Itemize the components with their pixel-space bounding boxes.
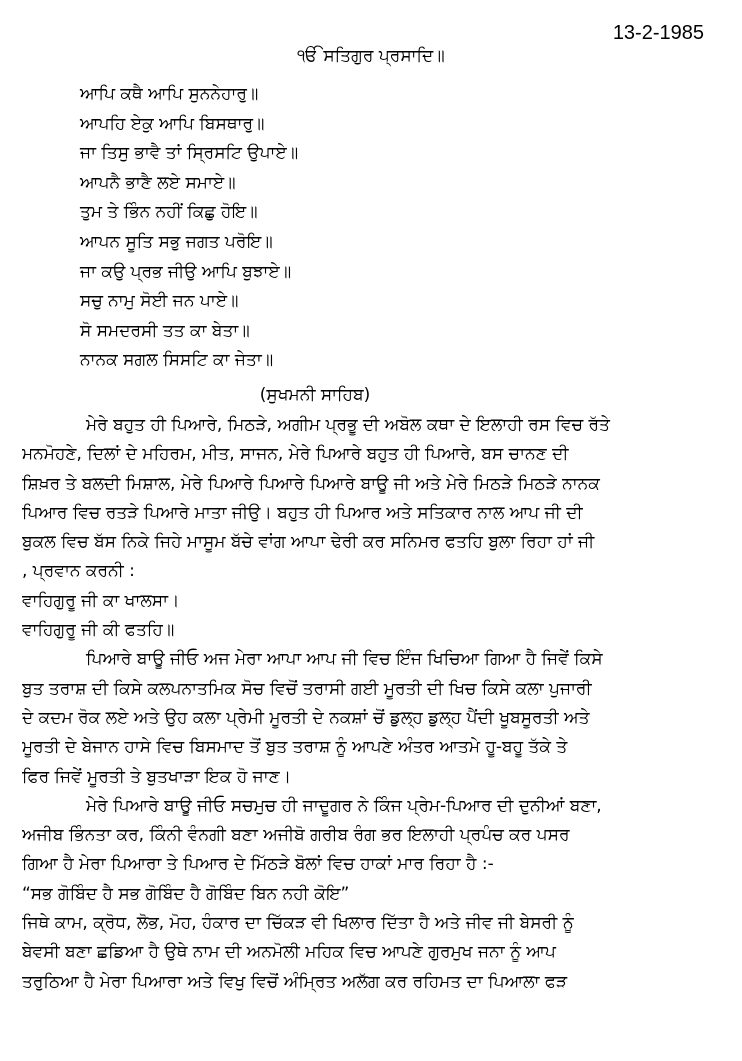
prose-line: ਗਿਆ ਹੈ ਮੇਰਾ ਪਿਆਰਾ ਤੇ ਪਿਆਰ ਦੇ ਮਿੱਠੜੇ ਬੋਲਾਂ ਵਿਚ ਹਾਕਾਂ ਮਾਰ ਰਿਹਾ ਹੈ :- xyxy=(22,854,494,875)
prose-line: ਬੇਵਸੀ ਬਣਾ ਛਡਿਆ ਹੈ ਉਥੇ ਨਾਮ ਦੀ ਅਨਮੋਲੀ ਮਹਿਕ ਵਿਚ ਆਪਣੇ ਗੁਰਮੁਖ ਜਨਾ ਨੂੰ ਆਪ xyxy=(22,942,556,963)
prose-line: ਅਜੀਬ ਭਿੰਨਤਾ ਕਰ, ਕਿੰਨੀ ਵੰਨਗੀ ਬਣਾ ਅਜੀਬੋ ਗਰੀਬ ਰੰਗ ਭਰ ਇਲਾਹੀ ਪ੍ਰਪੰਚ ਕਰ ਪਸਰ xyxy=(22,825,570,846)
letter-body xyxy=(22,411,718,997)
verse-line: ਆਪਹਿ ਏਕੁ ਆਪਿ ਬਿਸਥਾਰੁ॥ xyxy=(80,113,265,134)
prose-line: ਤਰੁਠਿਆ ਹੈ ਮੇਰਾ ਪਿਆਰਾ ਅਤੇ ਵਿਖੁ ਵਿਚੋਂ ਅੰਮ੍ਰਿਤ ਅਲੱਗ ਕਰ ਰਹਿਮਤ ਦਾ ਪਿਆਲਾ ਫੜ xyxy=(22,971,568,992)
prose-line: ਜਿਥੇ ਕਾਮ, ਕ੍ਰੋਧ, ਲੋਭ, ਮੋਹ, ਹੰਕਾਰ ਦਾ ਚਿੱਕੜ ਵੀ ਖਿਲਾਰ ਦਿੱਤਾ ਹੈ ਅਤੇ ਜੀਵ ਜੀ ਬੇਸਰੀ ਨੂੰ xyxy=(22,913,574,934)
prose-line: ਸ਼ਿਖ਼ਰ ਤੇ ਬਲਦੀ ਮਿਸ਼ਾਲ, ਮੇਰੇ ਪਿਆਰੇ ਪਿਆਰੇ ਪਿਆਰੇ ਬਾਊ ਜੀ ਅਤੇ ਮੇਰੇ ਮਿਠੜੇ ਮਿਠੜੇ ਨਾਨਕ xyxy=(22,473,600,494)
verse-line: ਨਾਨਕ ਸਗਲ ਸਿਸਟਿ ਕਾ ਜੇਤਾ॥ xyxy=(80,350,274,371)
greeting-line: ਵਾਹਿਗੁਰੂ ਜੀ ਕਾ ਖਾਲਸਾ। xyxy=(22,590,180,611)
prose-line: ਪਿਆਰੇ ਬਾਊ ਜੀਓ ਅਜ ਮੇਰਾ ਆਪਾ ਆਪ ਜੀ ਵਿਚ ਇੰਜ ਖਿਚਿਆ ਗਿਆ ਹੈ ਜਿਵੇਂ ਕਿਸੇ xyxy=(86,649,603,670)
verse-source: (ਸੁਖਮਨੀ ਸਾਹਿਬ) xyxy=(259,385,371,405)
verse-line: ਜਾ ਕਉ ਪ੍ਰਭ ਜੀਉ ਆਪਿ ਬੁਝਾਏ॥ xyxy=(80,261,292,282)
quote-line: “ਸਭ ਗੋਬਿੰਦ ਹੈ ਸਭ ਗੋਬਿੰਦ ਹੈ ਗੋਬਿੰਦ ਬਿਨ ਨਹੀ ਕੋਇ” xyxy=(22,883,350,904)
verse-line: ਸਚੁ ਨਾਮੁ ਸੋਈ ਜਨ ਪਾਏ॥ xyxy=(80,291,239,312)
prose-line: ਮੇਰੇ ਬਹੁਤ ਹੀ ਪਿਆਰੇ, ਮਿਠੜੇ, ਅਗੀਮ ਪ੍ਰਭੂ ਦੀ ਅਬੋਲ ਕਥਾ ਦੇ ਇਲਾਹੀ ਰਸ ਵਿਚ ਰੱਤੇ xyxy=(86,415,610,435)
prose-line: ਮੂਰਤੀ ਦੇ ਬੇਜਾਨ ਹਾਸੇ ਵਿਚ ਬਿਸਮਾਦ ਤੋਂ ਬੁਤ ਤਰਾਸ਼ ਨੂੰ ਆਪਣੇ ਅੰਤਰ ਆਤਮੇ ਹੂ-ਬਹੂ ਤੱਕੇ ਤੇ xyxy=(22,737,568,758)
prose-line: ਫਿਰ ਜਿਵੇਂ ਮੂਰਤੀ ਤੇ ਬੁਤਖਾੜਾ ਇਕ ਹੋ ਜਾਣ। xyxy=(22,766,292,787)
verse-line: ਜਾ ਤਿਸੁ ਭਾਵੈ ਤਾਂ ਸ੍ਰਿਸਟਿ ਉਪਾਏ॥ xyxy=(80,143,299,164)
prose-line: , ਪ੍ਰਵਾਨ ਕਰਨੀ : xyxy=(22,561,135,582)
greeting-line: ਵਾਹਿਗੁਰੂ ਜੀ ਕੀ ਫਤਹਿ॥ xyxy=(22,620,175,641)
prose-line: ਦੇ ਕਦਮ ਰੋਕ ਲਏ ਅਤੇ ਉਹ ਕਲਾ ਪ੍ਰੇਮੀ ਮੂਰਤੀ ਦੇ ਨਕਸ਼ਾਂ ਚੋਂ ਡੁਲ੍ਹ ਡੁਲ੍ਹ ਪੈਂਦੀ ਖੂਬਸੂਰਤੀ ਅਤੇ xyxy=(22,707,590,728)
verse-line: ਤੁਮ ਤੇ ਭਿੰਨ ਨਹੀਂ ਕਿਛੁ ਹੋਇ॥ xyxy=(80,202,258,223)
prose-line: ਬੁਕਲ ਵਿਚ ਬੱਸ ਨਿਕੇ ਜਿਹੇ ਮਾਸੂਮ ਬੱਚੇ ਵਾਂਗ ਆਪਾ ਢੇਰੀ ਕਰ ਸਨਿਮਰ ਫਤਹਿ ਬੁਲਾ ਰਿਹਾ ਹਾਂ ਜੀ xyxy=(22,532,595,553)
verse-line: ਆਪਿ ਕਥੈ ਆਪਿ ਸੁਨਨੇਹਾਰੁ॥ xyxy=(80,84,259,104)
verse-line: ਸੋ ਸਮਦਰਸੀ ਤਤ ਕਾ ਬੇਤਾ॥ xyxy=(80,320,250,341)
verse-line: ਆਪਨ ਸੂਤਿ ਸਭੁ ਜਗਤ ਪਰੋਇ॥ xyxy=(80,231,273,252)
mool-mantar-heading: ੴ ਸਤਿਗੁਰ ਪ੍ਰਸਾਦਿ॥ xyxy=(297,46,445,66)
verse-block xyxy=(80,80,298,376)
date-header: 13-2-1985 xyxy=(612,22,704,44)
prose-line: ਮੇਰੇ ਪਿਆਰੇ ਬਾਊ ਜੀਓ ਸਚਮੁਚ ਹੀ ਜਾਦੂਗਰ ਨੇ ਕਿੰਜ ਪ੍ਰੇਮ-ਪਿਆਰ ਦੀ ਦੁਨੀਆਂ ਬਣਾ, xyxy=(86,795,602,816)
verse-line: ਆਪਨੈ ਭਾਣੈ ਲਏ ਸਮਾਏ॥ xyxy=(80,172,236,193)
prose-line: ਮਨਮੋਹਣੇ, ਦਿਲਾਂ ਦੇ ਮਹਿਰਮ, ਮੀਤ, ਸਾਜਨ, ਮੇਰੇ ਪਿਆਰੇ ਬਹੁਤ ਹੀ ਪਿਆਰੇ, ਬਸ ਚਾਨਣ ਦੀ xyxy=(22,444,569,465)
prose-line: ਪਿਆਰ ਵਿਚ ਰਤੜੇ ਪਿਆਰੇ ਮਾਤਾ ਜੀਉ। ਬਹੁਤ ਹੀ ਪਿਆਰ ਅਤੇ ਸਤਿਕਾਰ ਨਾਲ ਆਪ ਜੀ ਦੀ xyxy=(22,502,583,523)
prose-line: ਬੁਤ ਤਰਾਸ਼ ਦੀ ਕਿਸੇ ਕਲਪਨਾਤਮਿਕ ਸੋਚ ਵਿਚੋਂ ਤਰਾਸੀ ਗਈ ਮੂਰਤੀ ਦੀ ਖਿਚ ਕਿਸੇ ਕਲਾ ਪੁਜਾਰੀ xyxy=(22,678,592,699)
